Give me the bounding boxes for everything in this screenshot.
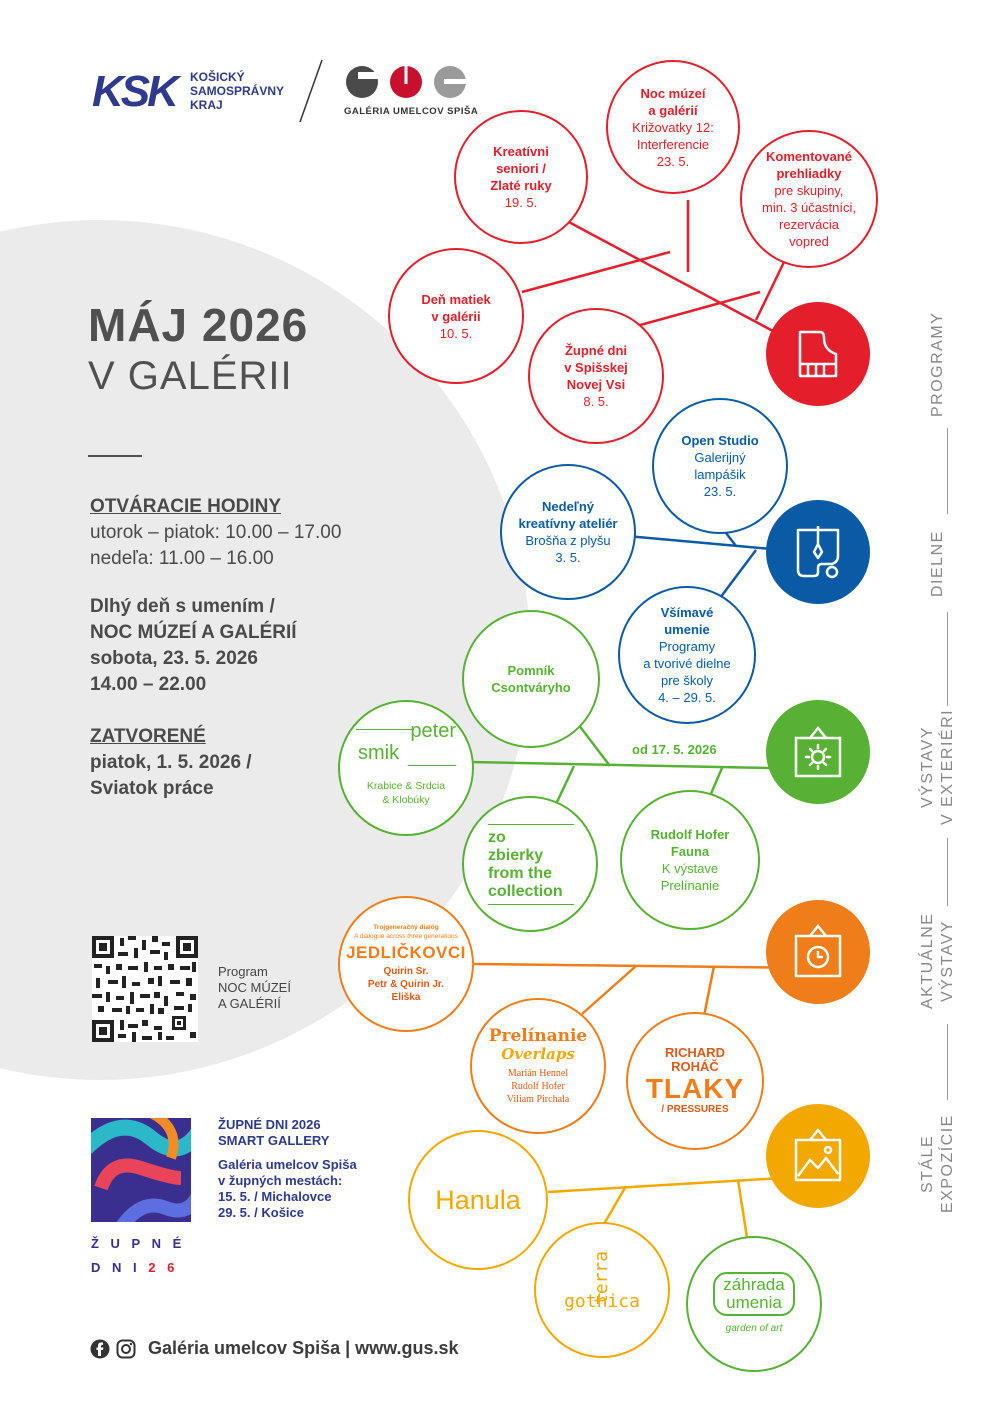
nedelny-sub: Brošňa z plyšu [525, 533, 611, 548]
node-zo-zbierky[interactable] [462, 796, 598, 932]
koment-sub3: rezervácia [779, 217, 839, 232]
node-peter-smik[interactable] [338, 700, 474, 836]
noc-title2: a galérií [648, 102, 698, 118]
zupne-line1: Galéria umelcov Spiša [218, 1157, 357, 1172]
node-kreativni-seniori[interactable] [454, 110, 588, 244]
open-sub1: Galerijný [694, 450, 746, 465]
smik-sub1: Krabice & Srdcia [366, 780, 446, 792]
side-divider [947, 612, 948, 706]
vsimave-title1: Všímavé [660, 605, 714, 620]
node-nedelny-atelier[interactable] [500, 464, 636, 600]
terra-l1: terra [591, 1250, 612, 1306]
kreativni-title2: seniori / [496, 161, 546, 176]
open-date: 23. 5. [703, 484, 737, 499]
zupne-line4: 29. 5. / Košice [218, 1205, 304, 1220]
noc-title1: Noc múzeí [640, 85, 706, 101]
jed-n1: Quirin Sr. [383, 966, 429, 977]
zupne-info [218, 1117, 357, 1221]
node-pomnik-csontvaryho[interactable] [462, 610, 600, 748]
jed-n3: Eliška [391, 992, 421, 1003]
night-info [90, 594, 297, 698]
zupne-line3: 15. 5. / Michalovce [218, 1189, 332, 1204]
night-line4: 14.00 – 22.00 [90, 674, 207, 695]
node-rudolf-hofer-fauna[interactable] [620, 790, 760, 930]
night-line1: Dlhý deň s umením / [90, 596, 275, 617]
ksk-line3: KRAJ [190, 98, 223, 112]
koment-sub4: vopred [789, 234, 829, 249]
rohac-l4: / PRESSURES [661, 1104, 729, 1115]
zupne-line2: v župných mestách: [218, 1173, 343, 1188]
zbierky-rule [488, 824, 574, 825]
side-label-aktualne-2: VÝSTAVY [939, 920, 956, 1002]
koment-title2: prehliadky [776, 166, 842, 181]
node-richard-rohac[interactable] [626, 1012, 764, 1150]
zupnedni-date: 8. 5. [583, 394, 609, 409]
header-divider [296, 58, 326, 124]
rohac-l1: RICHARD [665, 1045, 725, 1060]
matiek-date: 10. 5. [439, 325, 473, 341]
closed-line2: Sviatok práce [90, 778, 214, 799]
pomnik-title2: Csontváryho [491, 680, 571, 695]
prel-n3: Viliam Pirchala [506, 1093, 570, 1105]
instagram-icon[interactable] [116, 1339, 136, 1359]
prel-t1: Prelínanie [488, 1025, 588, 1046]
node-vsimave-umenie[interactable] [618, 586, 756, 724]
rohac-l2: ROHÁČ [671, 1059, 719, 1074]
zupne-dni-artwork [91, 1118, 191, 1222]
current-hub [766, 900, 870, 1004]
koment-title1: Komentované [766, 149, 852, 164]
smik-rule [356, 729, 414, 730]
node-prelinanie[interactable] [470, 998, 606, 1134]
vsimave-sub3: pre školy [660, 673, 714, 688]
jed-sup2: A dialogue across three generations [354, 933, 458, 940]
node-terra-gothica[interactable] [534, 1222, 670, 1358]
side-label-aktualne-1: AKTUÁLNE [919, 912, 936, 1010]
vsimave-sub2: a tvorivé dielne [643, 656, 731, 671]
zbierky-l2: zbierky [488, 846, 544, 864]
footer-text[interactable]: Galéria umelcov Spiša | www.gus.sk [148, 1338, 459, 1358]
ksk-name [190, 70, 284, 112]
ksk-line1: KOŠICKÝ [190, 70, 245, 84]
ksk-logo [92, 67, 176, 116]
hofer-sub1: K výstave [661, 861, 719, 876]
jed-title: JEDLIČKOVCI [346, 943, 466, 962]
smik-sub2: & Klobúky [382, 794, 430, 806]
side-label-vystavy [918, 706, 958, 828]
kreativni-title3: Zlaté ruky [490, 178, 552, 193]
exterior-hub [766, 700, 870, 804]
night-line2: NOC MÚZEÍ A GALÉRIÍ [90, 622, 297, 643]
smik-rule2 [408, 765, 456, 766]
zbierky-l4: collection [488, 882, 563, 900]
hanula-text: Hanula [435, 1184, 521, 1215]
nedelny-title1: Nedeľný [542, 499, 594, 514]
zahrada-l2: umenia [726, 1292, 782, 1312]
programs-hub [766, 302, 870, 406]
noc-sub1: Križovatky 12: [632, 119, 714, 135]
hofer-title1: Rudolf Hofer [650, 827, 730, 842]
page-title: MÁJ 2026 [88, 299, 309, 351]
node-zupne-dni[interactable] [528, 308, 664, 444]
node-komentovane-prehliadky[interactable] [740, 130, 878, 268]
side-label-dielne: DIELNE [929, 530, 946, 598]
node-zahrada-umenia[interactable] [686, 1236, 822, 1372]
closed-info [90, 724, 252, 802]
rohac-l3: TLAKY [645, 1073, 745, 1104]
hours-line1: utorok – piatok: 10.00 – 17.00 [90, 522, 342, 543]
vsimave-title2: umenie [664, 622, 710, 637]
facebook-icon[interactable] [90, 1339, 110, 1359]
smik-peter: peter [410, 720, 456, 742]
zbierky-rule2 [488, 904, 574, 905]
kreativni-title1: Kreatívni [493, 144, 549, 159]
qr-caption [218, 964, 291, 1012]
gus-caption: GALÉRIA UMELCOV SPIŠA [344, 106, 479, 117]
footer [90, 1338, 459, 1359]
zupne-logo-dni: D N I [91, 1260, 149, 1275]
matiek-title1: Deň matiek [421, 291, 491, 307]
landscape-picture-icon [766, 1104, 870, 1208]
hofer-title2: Fauna [670, 844, 710, 859]
prel-n2: Rudolf Hofer [511, 1080, 565, 1092]
zbierky-l3: from the [488, 864, 552, 882]
title-divider [88, 455, 142, 457]
qr-code[interactable] [92, 936, 198, 1042]
opening-hours [90, 494, 341, 572]
hours-heading: OTVÁRACIE HODINY [90, 496, 282, 517]
night-line3: sobota, 23. 5. 2026 [90, 648, 258, 669]
koment-sub2: min. 3 účastníci, [762, 200, 856, 215]
side-label-stale [918, 1112, 958, 1216]
zbierky-title [488, 829, 563, 901]
clock-picture-icon [766, 900, 870, 1004]
pomnik-title1: Pomník [507, 663, 555, 678]
zupne-logo-year: 2 6 [148, 1260, 179, 1275]
smik-logo [356, 720, 456, 773]
zahrada-l3: garden of art [725, 1322, 783, 1334]
hours-line2: nedeľa: 11.00 – 16.00 [90, 548, 274, 569]
paint-palette-icon [766, 500, 870, 604]
workshops-hub [766, 500, 870, 604]
prel-n1: Marián Hennel [507, 1067, 569, 1079]
side-label-stale-2: EXPOZÍCIE [939, 1114, 956, 1214]
side-label-vystavy-1: VÝSTAVY [919, 726, 936, 808]
jed-sup1: Trojgeneračný dialóg [373, 924, 439, 931]
koment-sub1: pre skupiny, [774, 183, 844, 198]
closed-heading: ZATVORENÉ [90, 726, 206, 747]
gus-logo-icon [344, 64, 474, 104]
open-sub2: lampášik [694, 467, 746, 482]
zupnedni-title2: v Spišskej [564, 360, 628, 375]
matiek-title2: v galérii [431, 308, 481, 324]
noc-sub2: Interferencie [636, 136, 710, 152]
side-divider [947, 428, 948, 514]
sun-picture-icon [766, 700, 870, 804]
zupne-logo-line1: Ž U P N É [91, 1236, 186, 1251]
zupne-dni-logo [91, 1232, 185, 1280]
permanent-hub [766, 1104, 870, 1208]
exterior-date: od 17. 5. 2026 [632, 742, 717, 757]
node-hanula[interactable] [408, 1130, 548, 1270]
page-subtitle: V GALÉRII [88, 354, 293, 398]
zbierky-l1: zo [488, 828, 506, 846]
zupnedni-title1: Župné dni [564, 343, 628, 358]
zupnedni-title3: Novej Vsi [566, 377, 626, 392]
node-den-matiek[interactable] [388, 248, 524, 384]
zupne-title2: SMART GALLERY [218, 1133, 330, 1148]
noc-date: 23. 5. [656, 153, 690, 169]
closed-line1: piatok, 1. 5. 2026 / [90, 752, 252, 773]
piano-icon [766, 302, 870, 406]
kreativni-date: 19. 5. [504, 195, 538, 210]
vsimave-sub1: Programy [658, 639, 716, 654]
node-noc-muzei[interactable] [606, 60, 740, 194]
side-divider [947, 838, 948, 906]
zupne-title1: ŽUPNÉ DNI 2026 [218, 1117, 321, 1132]
side-label-vystavy-2: V EXTERIÉRI [939, 708, 956, 826]
nedelny-date: 3. 5. [555, 550, 581, 565]
zahrada-logo [713, 1272, 794, 1316]
nedelny-title2: kreatívny ateliér [518, 516, 618, 531]
side-label-programy: PROGRAMY [929, 311, 946, 417]
ksk-line2: SAMOSPRÁVNY [190, 84, 285, 98]
qr-line3: A GALÉRIÍ [218, 996, 281, 1011]
jed-n2: Petr & Quirin Jr. [367, 979, 445, 990]
node-open-studio[interactable] [652, 398, 788, 534]
qr-line1: Program [218, 964, 268, 979]
side-divider [947, 1024, 948, 1100]
open-title: Open Studio [681, 433, 759, 448]
qr-line2: NOC MÚZEÍ [218, 980, 291, 995]
vsimave-date: 4. – 29. 5. [658, 690, 716, 705]
node-jedlickovci[interactable] [338, 896, 474, 1032]
hofer-sub2: Prelínanie [660, 878, 720, 893]
smik-smik: smik [358, 742, 400, 764]
zahrada-l1: záhrada [723, 1274, 785, 1294]
terra-l2: gothica [564, 1291, 640, 1312]
ksk-letters: KSK [92, 67, 176, 116]
side-label-aktualne [918, 908, 958, 1014]
side-label-stale-1: STÁLE [919, 1134, 936, 1194]
prel-t2: Overlaps [501, 1044, 575, 1063]
